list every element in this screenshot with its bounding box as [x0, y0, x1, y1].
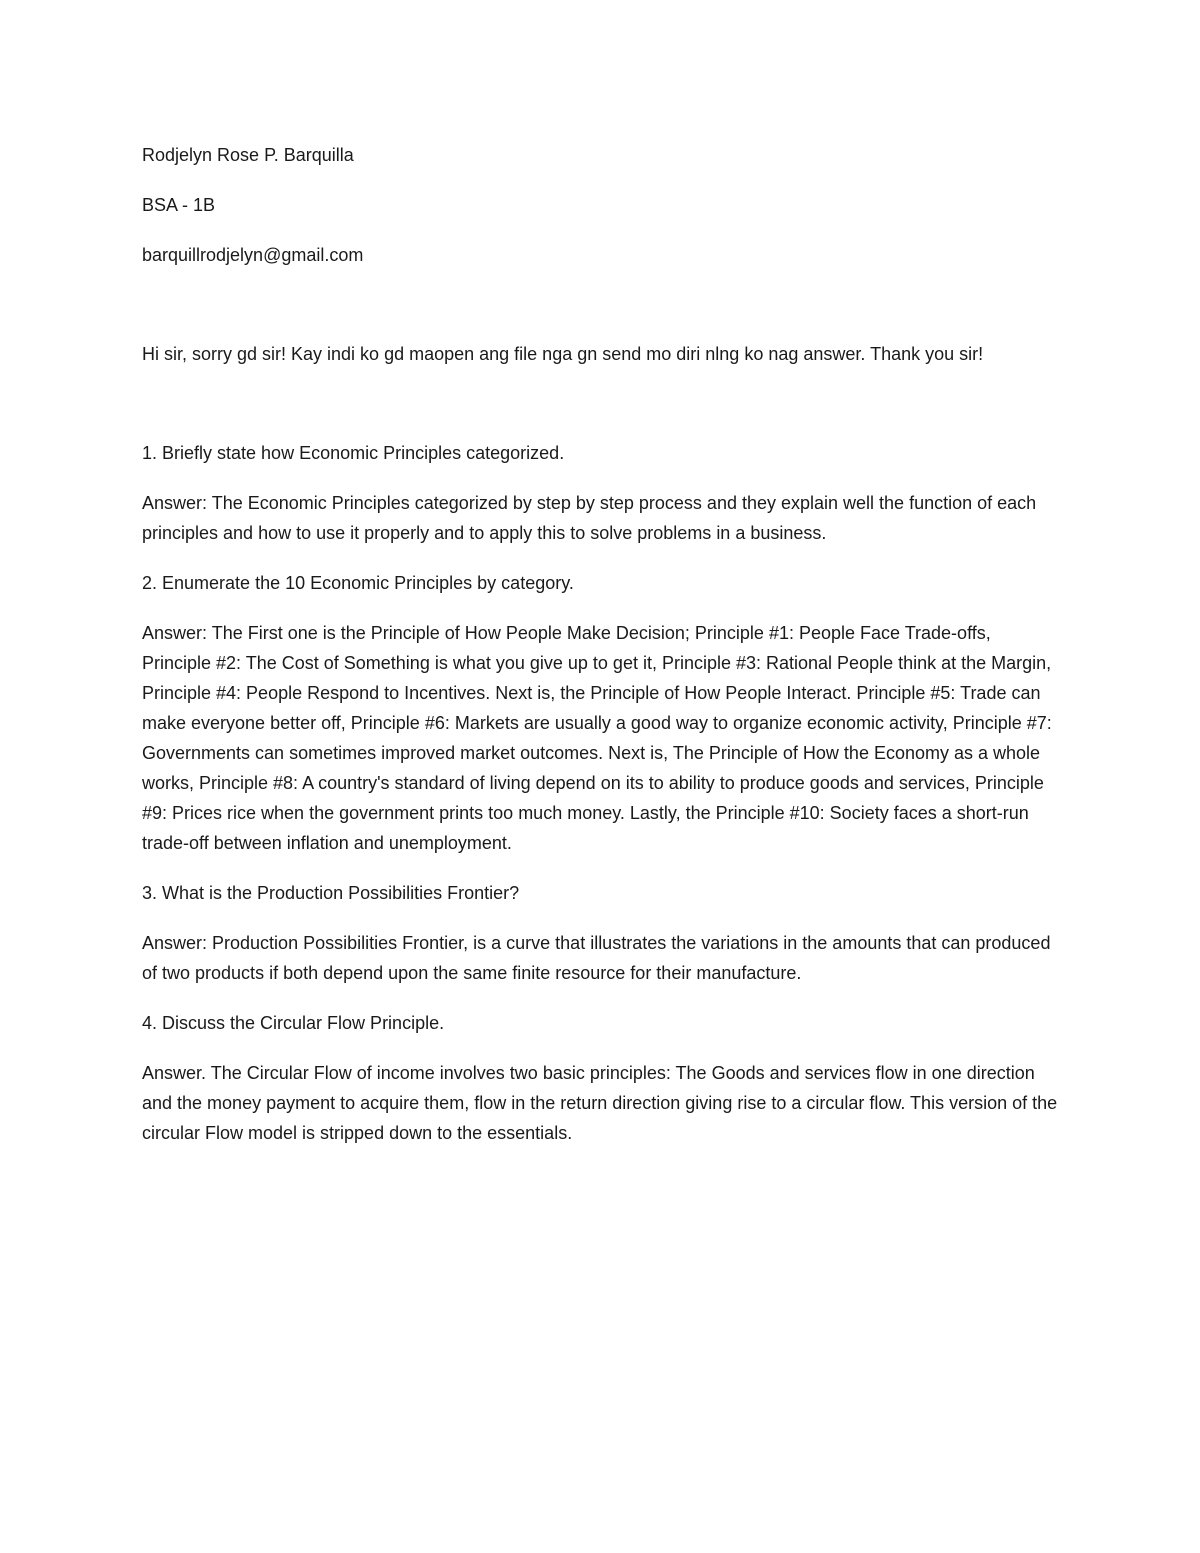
answer-3: Answer: Production Possibilities Frontier, is a curve that illustrates the variations in the amounts that can produced of two products if both depend upon the same finite resource for their manufacture.: [142, 933, 1051, 983]
question-4: 4. Discuss the Circular Flow Principle.: [142, 1013, 445, 1033]
qa-item-1: [142, 438, 1062, 548]
qa-item-2: [142, 568, 1062, 858]
qa-item-3: [142, 878, 1062, 988]
answer-2: Answer: The First one is the Principle of How People Make Decision; Principle #1: People Face Trade-offs, Principle #2: The Cost of Something is what you give up to get it, Principle #3: Rational People think at the Margin, Principle #4: People Respond to Incentives. Next is, the Principle of How People Interact. Principle #5: Trade can make everyone better off, Principle #6: Markets are usually a good way to organize economic activity, Principle #7: Governments can sometimes improved market outcomes. Next is, The Principle of How the Economy as a whole works, Principle #8: A country's standard of living depend on its to ability to produce goods and services, Principle #9: Prices rice when the government prints too much money. Lastly, the Principle #10: Society faces a short-run trade-off between inflation and unemployment.: [142, 623, 1052, 853]
qa-item-4: [142, 1008, 1062, 1148]
question-2: 2. Enumerate the 10 Economic Principles by category.: [142, 573, 574, 593]
answer-4: Answer. The Circular Flow of income involves two basic principles: The Goods and services flow in one direction and the money payment to acquire them, flow in the return direction giving rise to a circular flow. This version of the circular Flow model is stripped down to the essentials.: [142, 1063, 1058, 1143]
author-email: barquillrodjelyn@gmail.com: [142, 245, 364, 265]
greeting-message: Hi sir, sorry gd sir! Kay indi ko gd maopen ang file nga gn send mo diri nlng ko nag answer. Thank you sir!: [142, 344, 984, 364]
answer-1: Answer: The Economic Principles categorized by step by step process and they explain well the function of each principles and how to use it properly and to apply this to solve problems in a business.: [142, 493, 1037, 543]
author-name: Rodjelyn Rose P. Barquilla: [142, 145, 354, 165]
document-body: [142, 140, 1062, 1148]
question-1: 1. Briefly state how Economic Principles categorized.: [142, 443, 565, 463]
author-section: BSA - 1B: [142, 195, 216, 215]
question-3: 3. What is the Production Possibilities Frontier?: [142, 883, 520, 903]
